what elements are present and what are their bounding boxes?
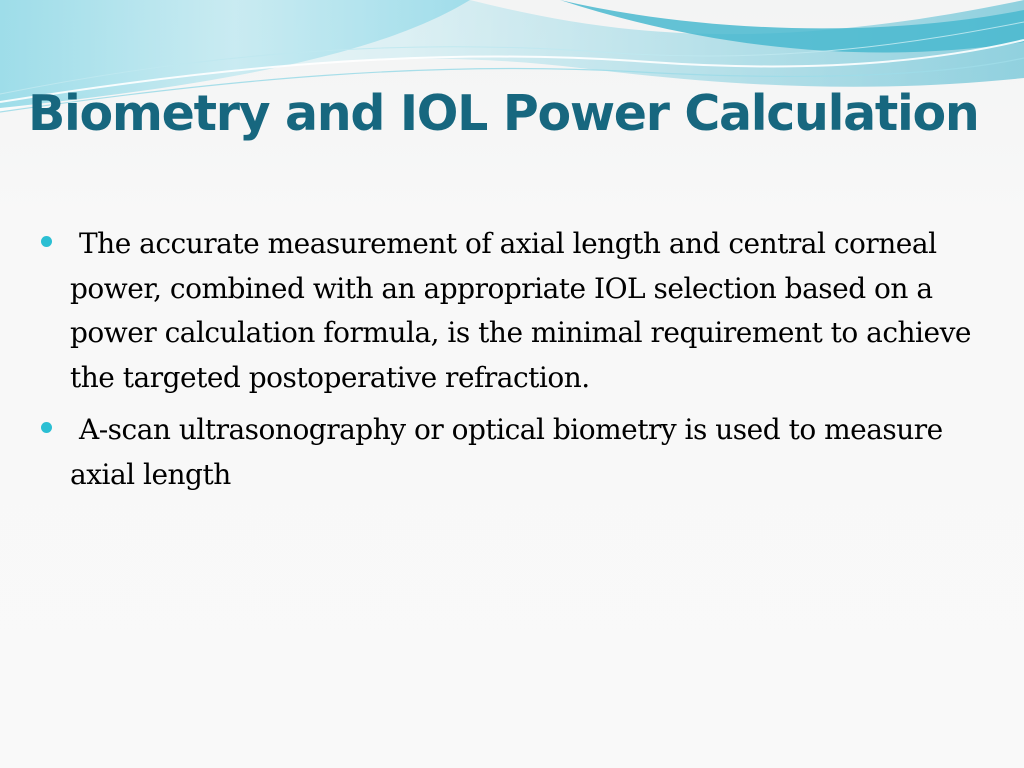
- bullet-text: The accurate measurement of axial length and central corneal power, combined with an appropriate IOL selection based on a power calculation formula, is the minimal requirement to achieve the targeted postoperative refraction.: [70, 227, 971, 394]
- bullet-text: A-scan ultrasonography or optical biometry is used to measure axial length: [70, 413, 943, 491]
- bullet-list: [40, 222, 980, 505]
- slide-title: Biometry and IOL Power Calculation: [28, 85, 979, 142]
- bullet-item: [40, 408, 980, 497]
- bullet-item: [40, 222, 980, 400]
- bullet-dot-icon: [41, 422, 52, 433]
- bullet-dot-icon: [41, 236, 52, 247]
